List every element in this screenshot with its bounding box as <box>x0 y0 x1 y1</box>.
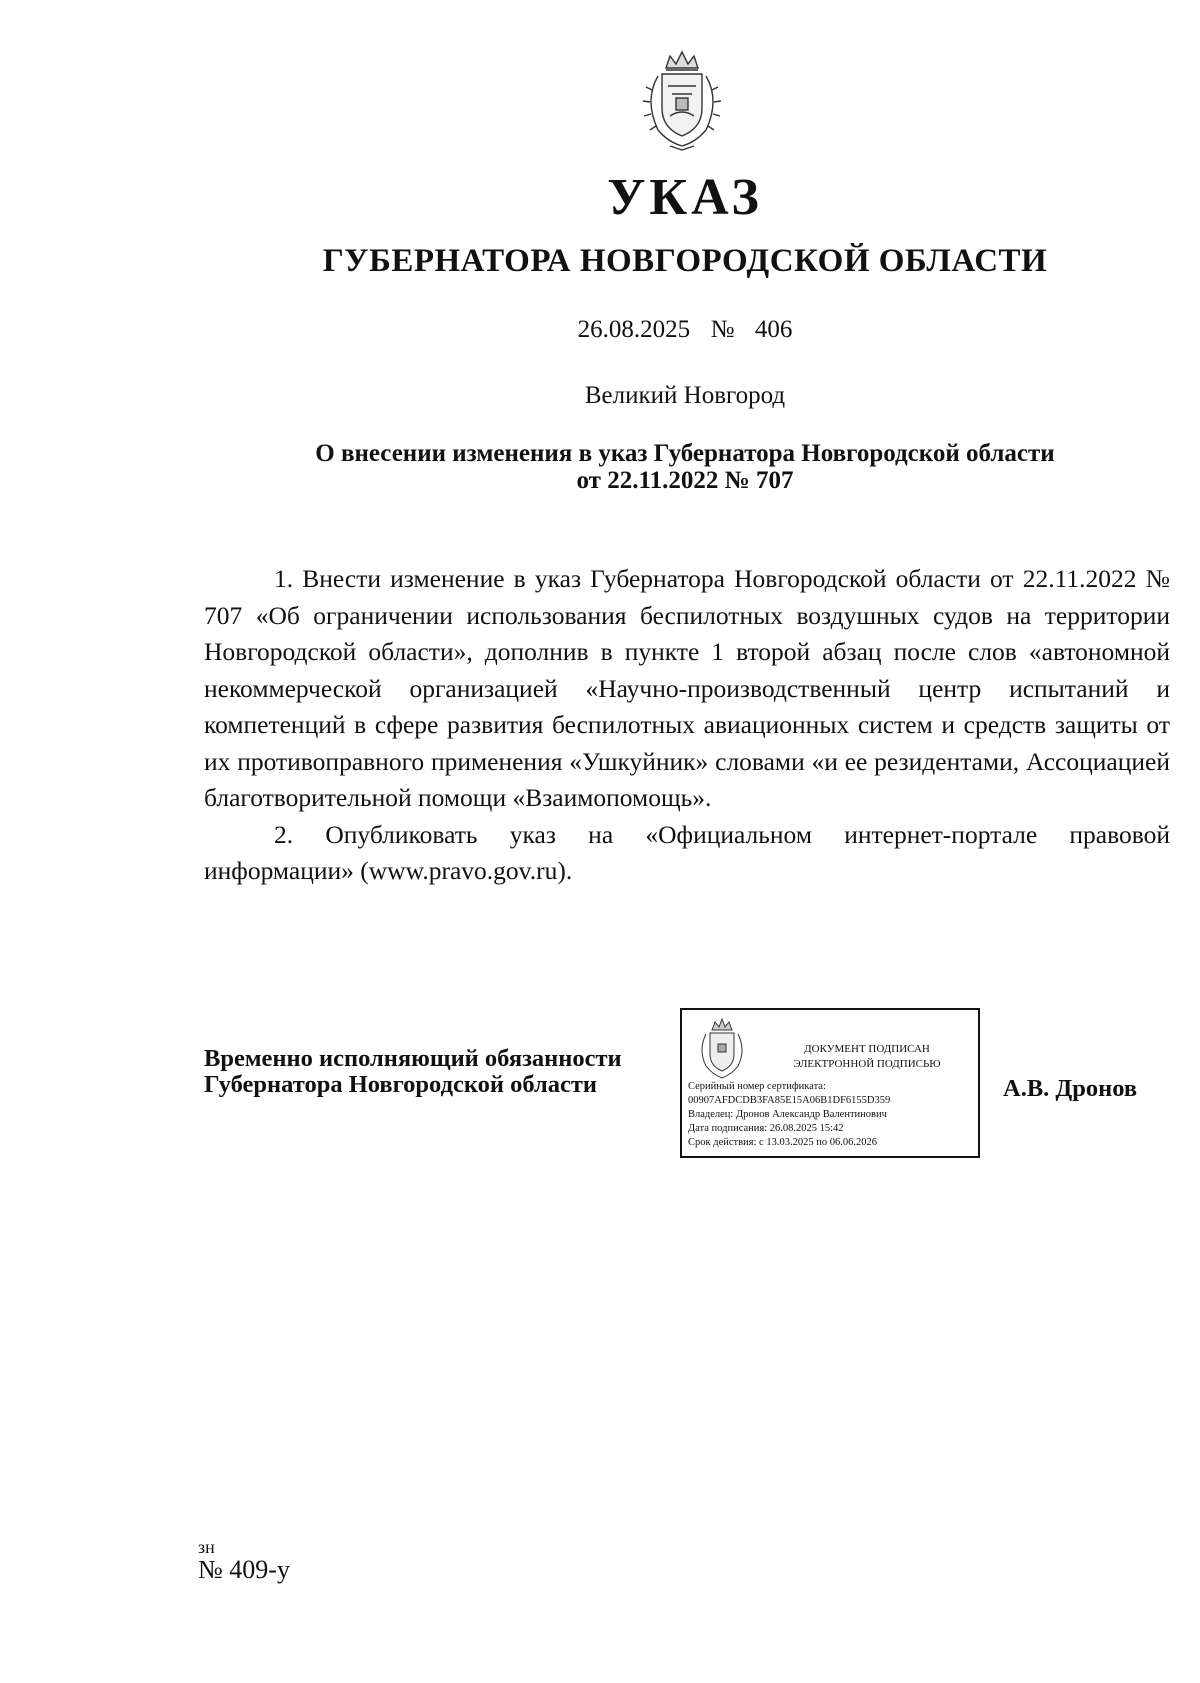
signatory-name: А.В. Дронов <box>1003 1075 1138 1102</box>
subject-line-1: О внесении изменения в указ Губернатора Новгородской области <box>315 440 1055 467</box>
subject-line-2: от 22.11.2022 № 707 <box>576 467 794 494</box>
footer-code: зн <box>198 1537 215 1557</box>
issuing-authority: ГУБЕРНАТОРА НОВГОРОДСКОЙ ОБЛАСТИ <box>322 243 1048 279</box>
stamp-details <box>688 1080 890 1150</box>
signatory-position <box>204 1046 622 1098</box>
document-subject <box>240 440 1130 494</box>
stamp-header-line-2: ЭЛЕКТРОННОЙ ПОДПИСЬЮ <box>793 1058 941 1070</box>
date-and-number: 26.08.2025 № 406 <box>577 316 793 343</box>
document-body <box>204 561 1170 890</box>
stamp-coat-of-arms-icon <box>694 1016 750 1082</box>
city: Великий Новгород <box>584 382 786 409</box>
signatory-position-line-2: Губернатора Новгородской области <box>204 1071 598 1098</box>
stamp-validity: Срок действия: с 13.03.2025 по 06.06.2026 <box>688 1137 877 1148</box>
paragraph-2: 2. Опубликовать указ на «Официальном интернет-портале правовой информации» (www.pravo.gov.ru). <box>204 819 1170 885</box>
stamp-header-line-1: ДОКУМЕНТ ПОДПИСАН <box>804 1043 930 1055</box>
stamp-cert-number: 00907AFDCDB3FA85E15A06B1DF6155D359 <box>688 1095 891 1106</box>
document-type-title: УКАЗ <box>607 169 763 226</box>
footer-number: № 409-у <box>198 1555 290 1584</box>
stamp-sign-date: Дата подписания: 26.08.2025 15:42 <box>688 1123 844 1134</box>
footer-registration <box>198 1538 290 1584</box>
paragraph-1: 1. Внести изменение в указ Губернатора Новгородской области от 22.11.2022 № 707 «Об ограничении использования беспилотных воздушных судов на территории Новгородской области», дополнив в пункте 1 второй абзац после слов «автономной некоммерческой организацией «Научно-производственный центр испытаний и компетенций в сфере развития беспилотных авиационных систем и средств защиты от их противоправного применения «Ушкуйник» словами «и ее резидентами, Ассоциацией благотворительной помощи «Взаимопомощь». <box>204 564 1170 812</box>
signatory-position-line-1: Временно исполняющий обязанности <box>204 1045 622 1072</box>
stamp-cert-label: Серийный номер сертификата: <box>688 1081 826 1092</box>
electronic-signature-stamp <box>680 1008 980 1158</box>
stamp-owner: Владелец: Дронов Александр Валентинович <box>688 1109 887 1120</box>
coat-of-arms-icon <box>636 46 728 154</box>
stamp-header <box>762 1042 972 1072</box>
